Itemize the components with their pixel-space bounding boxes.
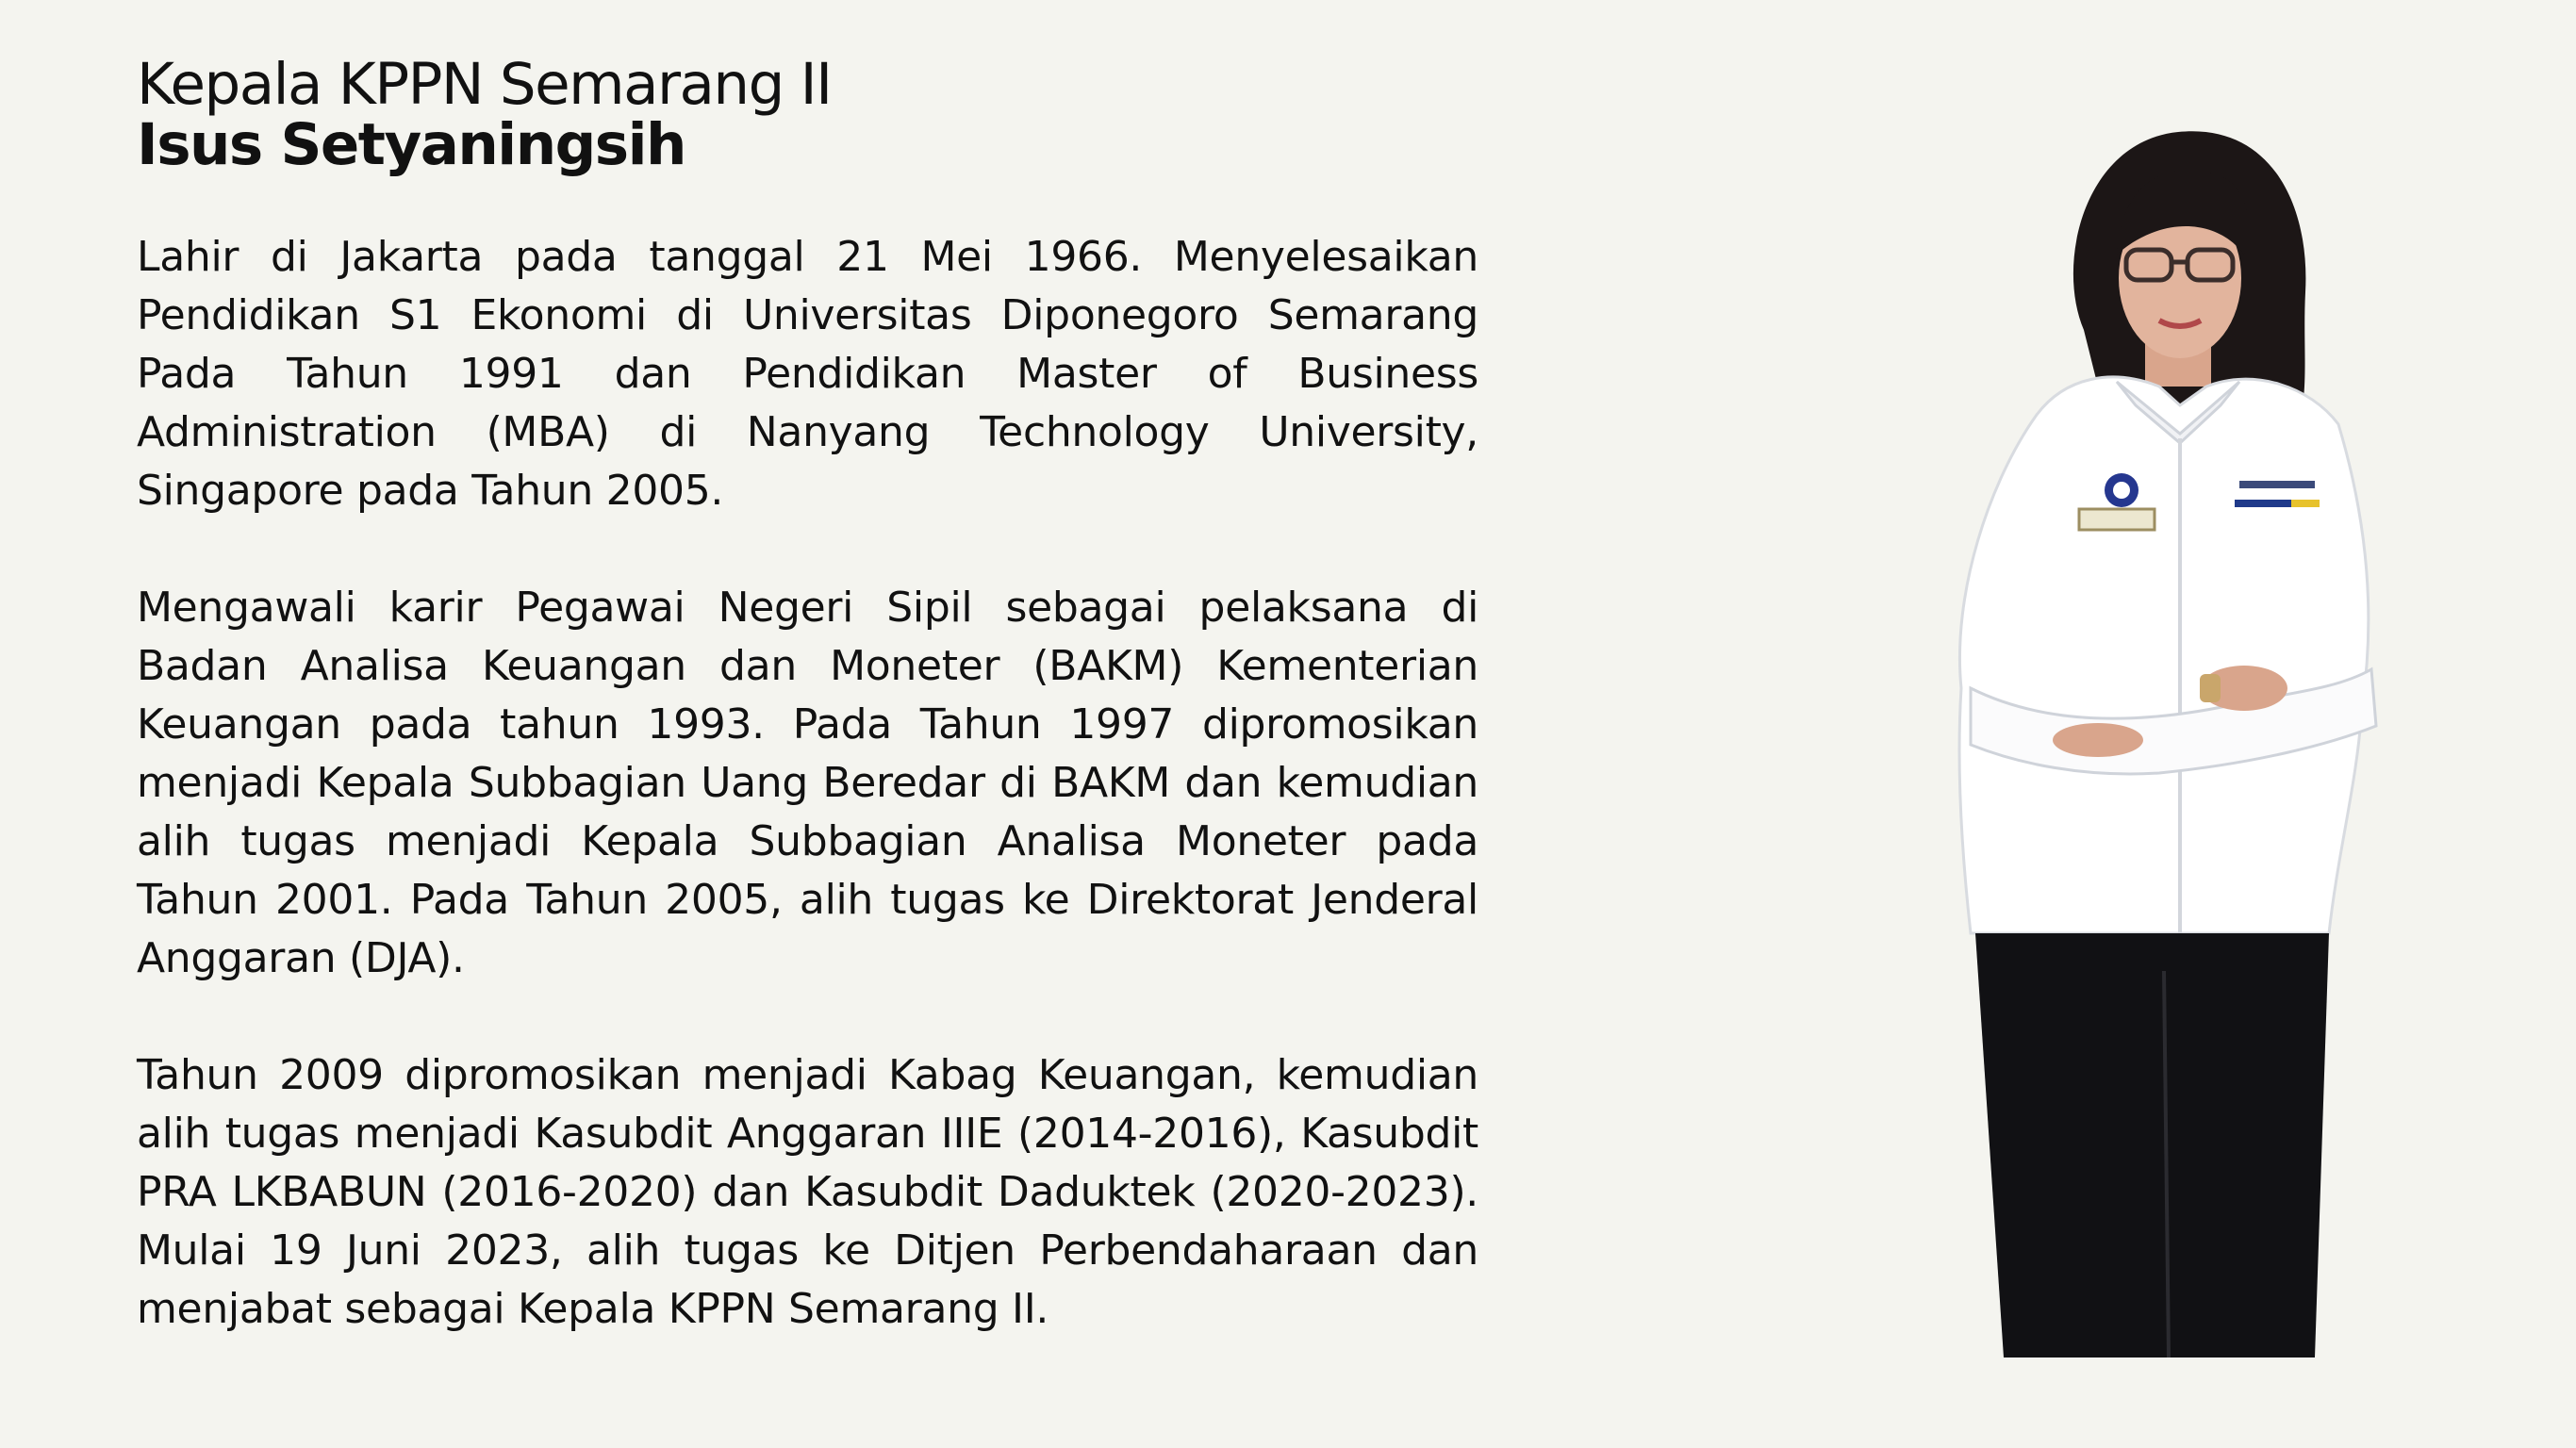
person-name: Isus Setyaningsih xyxy=(137,111,685,178)
wristwatch-icon xyxy=(2200,674,2221,702)
job-title: Kepala KPPN Semarang II xyxy=(137,51,832,118)
name-badge xyxy=(2079,509,2155,530)
portrait-photo xyxy=(1933,123,2404,1358)
logo-text-bar xyxy=(2239,481,2315,488)
white-shirt xyxy=(1959,377,2369,933)
bio-paragraph-education: Lahir di Jakarta pada tanggal 21 Mei 1966. Menyelesaikan Pendidikan S1 Ekonomi di Universitas Diponegoro Semarang Pada Tahun 1991 dan Pendidikan Master of Business Administration (MBA) di Nanyang Technology University, Singapore pada Tahun 2005. xyxy=(137,233,1478,515)
logo-stripe-yellow xyxy=(2291,500,2320,507)
right-hand xyxy=(2053,723,2143,757)
black-trousers xyxy=(1975,933,2329,1358)
profile-text-column xyxy=(137,51,1478,1339)
biography xyxy=(137,228,1478,1339)
bio-paragraph-early-career: Mengawali karir Pegawai Negeri Sipil sebagai pelaksana di Badan Analisa Keuangan dan Moneter (BAKM) Kementerian Keuangan pada tahun 1993. Pada Tahun 1997 dipromosikan menjadi Kepala Subbagian Uang Beredar di BAKM dan kemudian alih tugas menjadi Kepala Subbagian Analisa Moneter pada Tahun 2001. Pada Tahun 2005, alih tugas ke Direktorat Jenderal Anggaran (DJA). xyxy=(137,584,1478,982)
bio-paragraph-recent-career: Tahun 2009 dipromosikan menjadi Kabag Keuangan, kemudian alih tugas menjadi Kasubdit Anggaran IIIE (2014-2016), Kasubdit PRA LKBABUN (2016-2020) dan Kasubdit Daduktek (2020-2023). Mulai 19 Juni 2023, alih tugas ke Ditjen Perbendaharaan dan menjabat sebagai Kepala KPPN Semarang II. xyxy=(137,1051,1478,1333)
